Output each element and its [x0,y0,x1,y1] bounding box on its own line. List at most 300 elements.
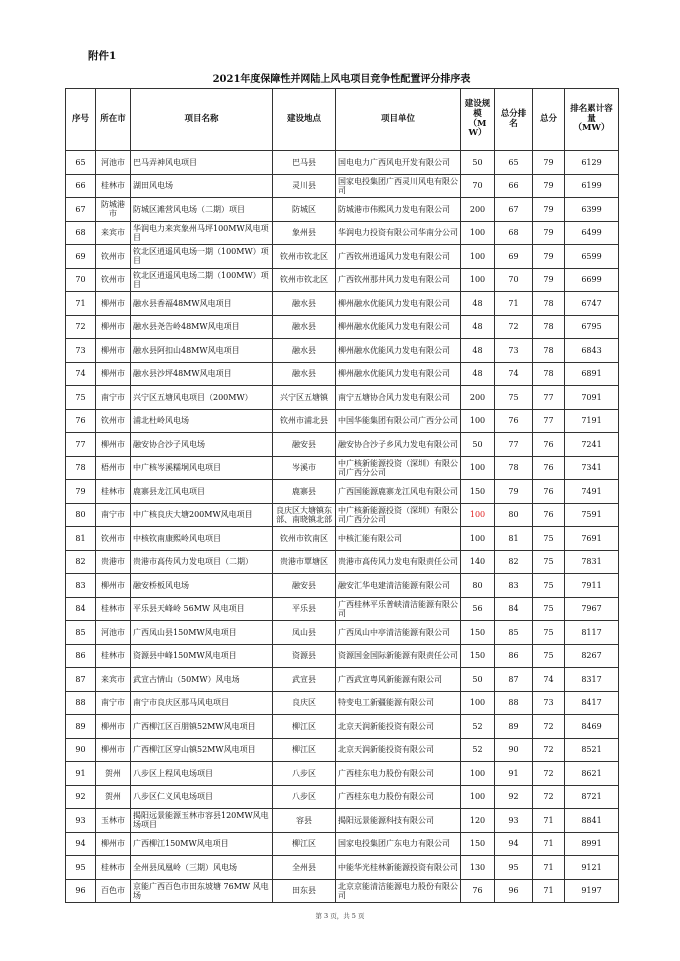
cell-city: 柳州市 [96,738,131,762]
cell-company: 广西桂林平乐普峡清洁能源有限公司 [336,597,461,621]
table-row [66,221,619,245]
cell-company: 柳州融水优能风力发电有限公司 [336,315,461,339]
cell-project: 防城区滩营风电场（二期）项目 [131,198,273,222]
cell-score: 73 [533,691,565,715]
table-row [66,621,619,645]
cell-city: 南宁市 [96,691,131,715]
header-seq: 序号 [66,89,96,151]
cell-company: 中核汇能有限公司 [336,527,461,551]
cell-seq: 91 [66,762,96,786]
cell-location: 钦州市钦南区 [273,527,336,551]
cell-location: 柳江区 [273,738,336,762]
cell-score: 79 [533,151,565,175]
cell-rank: 86 [495,644,533,668]
cell-location: 融安县 [273,433,336,457]
cell-company: 广西桂东电力股份有限公司 [336,762,461,786]
cell-company: 融安协合沙子乡风力发电有限公司 [336,433,461,457]
cell-project: 中广核岑溪糯垌风电项目 [131,456,273,480]
cell-city: 防城港市 [96,198,131,222]
cell-seq: 70 [66,268,96,292]
cell-scale: 100 [461,527,495,551]
cell-rank: 76 [495,409,533,433]
cell-location: 融水县 [273,339,336,363]
cell-score: 77 [533,409,565,433]
cell-city: 柳州市 [96,315,131,339]
cell-scale: 140 [461,550,495,574]
cell-company: 广西国能源鹿寨龙江风电有限公司 [336,480,461,504]
cell-rank: 95 [495,856,533,880]
header-company: 项目单位 [336,89,461,151]
cell-score: 77 [533,386,565,410]
table-row [66,550,619,574]
table-row [66,151,619,175]
cell-rank: 77 [495,433,533,457]
cell-location: 田东县 [273,879,336,903]
cell-location: 资源县 [273,644,336,668]
cell-rank: 68 [495,221,533,245]
table-row [66,715,619,739]
cell-scale: 100 [461,503,495,527]
cell-scale: 52 [461,715,495,739]
cell-company: 广西钦州逍遥风力发电有限公司 [336,245,461,269]
cell-scale: 50 [461,151,495,175]
cell-location: 柳江区 [273,715,336,739]
cell-score: 71 [533,879,565,903]
cell-seq: 80 [66,503,96,527]
cell-city: 河池市 [96,621,131,645]
cell-rank: 74 [495,362,533,386]
cell-city: 柳州市 [96,832,131,856]
cell-location: 防城区 [273,198,336,222]
cell-location: 八步区 [273,762,336,786]
cell-cumulative: 6795 [565,315,619,339]
table-row [66,339,619,363]
cell-city: 梧州市 [96,456,131,480]
cell-scale: 48 [461,339,495,363]
header-cumulative: 排名累计容量 （MW） [565,89,619,151]
cell-project: 中核钦南康熙岭风电项目 [131,527,273,551]
table-body [66,151,619,903]
cell-cumulative: 8621 [565,762,619,786]
cell-score: 71 [533,809,565,833]
cell-scale: 50 [461,668,495,692]
cell-score: 79 [533,268,565,292]
cell-scale: 100 [461,762,495,786]
cell-cumulative: 8721 [565,785,619,809]
cell-score: 79 [533,221,565,245]
cell-scale: 150 [461,832,495,856]
cell-project: 融水县尧告岭48MW风电项目 [131,315,273,339]
cell-location: 岑溪市 [273,456,336,480]
cell-company: 北京天润新能投资有限公司 [336,738,461,762]
cell-cumulative: 6843 [565,339,619,363]
table-row [66,856,619,880]
cell-city: 钦州市 [96,527,131,551]
cell-cumulative: 7691 [565,527,619,551]
table-row [66,668,619,692]
table-row [66,268,619,292]
cell-rank: 65 [495,151,533,175]
table-row [66,409,619,433]
cell-project: 浦北杜岭风电场 [131,409,273,433]
cell-seq: 93 [66,809,96,833]
cell-city: 桂林市 [96,597,131,621]
cell-city: 贺州 [96,762,131,786]
table-row [66,597,619,621]
cell-seq: 67 [66,198,96,222]
table-row [66,174,619,198]
cell-seq: 73 [66,339,96,363]
cell-seq: 81 [66,527,96,551]
cell-city: 南宁市 [96,503,131,527]
header-score: 总分 [533,89,565,151]
cell-cumulative: 6129 [565,151,619,175]
cell-location: 柳江区 [273,832,336,856]
cell-rank: 93 [495,809,533,833]
cell-scale: 48 [461,362,495,386]
cell-project: 八步区仁义风电场项目 [131,785,273,809]
cell-score: 72 [533,738,565,762]
table-row [66,738,619,762]
cell-scale: 200 [461,198,495,222]
cell-rank: 72 [495,315,533,339]
table-row [66,503,619,527]
cell-location: 钦州市浦北县 [273,409,336,433]
cell-seq: 94 [66,832,96,856]
cell-seq: 78 [66,456,96,480]
cell-rank: 96 [495,879,533,903]
cell-cumulative: 7911 [565,574,619,598]
cell-project: 广西柳江区百朋镇52MW风电项目 [131,715,273,739]
cell-score: 76 [533,480,565,504]
cell-city: 贺州 [96,785,131,809]
cell-rank: 89 [495,715,533,739]
cell-city: 柳州市 [96,574,131,598]
cell-location: 巴马县 [273,151,336,175]
header-project: 项目名称 [131,89,273,151]
cell-cumulative: 8267 [565,644,619,668]
cell-cumulative: 7241 [565,433,619,457]
cell-company: 柳州融水优能风力发电有限公司 [336,339,461,363]
cell-company: 特变电工新疆能源有限公司 [336,691,461,715]
cell-cumulative: 8991 [565,832,619,856]
cell-company: 柳州融水优能风力发电有限公司 [336,362,461,386]
cell-city: 柳州市 [96,433,131,457]
table-row [66,527,619,551]
cell-scale: 70 [461,174,495,198]
cell-company: 广西桂东电力股份有限公司 [336,785,461,809]
cell-cumulative: 8417 [565,691,619,715]
cell-city: 柳州市 [96,292,131,316]
cell-seq: 84 [66,597,96,621]
cell-company: 北京京能清洁能源电力股份有限公司 [336,879,461,903]
cell-score: 75 [533,550,565,574]
table-row [66,574,619,598]
cell-city: 桂林市 [96,856,131,880]
cell-company: 北京天润新能投资有限公司 [336,715,461,739]
cell-cumulative: 6399 [565,198,619,222]
cell-seq: 83 [66,574,96,598]
cell-location: 武宣县 [273,668,336,692]
cell-company: 资源国金国际新能源有限责任公司 [336,644,461,668]
cell-cumulative: 9121 [565,856,619,880]
cell-rank: 84 [495,597,533,621]
cell-score: 75 [533,574,565,598]
cell-seq: 66 [66,174,96,198]
cell-score: 76 [533,456,565,480]
cell-rank: 78 [495,456,533,480]
header-city: 所在市 [96,89,131,151]
cell-rank: 73 [495,339,533,363]
cell-company: 华润电力投资有限公司华南分公司 [336,221,461,245]
cell-scale: 50 [461,433,495,457]
cell-project: 资源县中峰150MW风电项目 [131,644,273,668]
cell-score: 72 [533,715,565,739]
cell-cumulative: 7967 [565,597,619,621]
table-row [66,809,619,833]
cell-project: 广西柳江150MW风电项目 [131,832,273,856]
cell-rank: 69 [495,245,533,269]
cell-cumulative: 7191 [565,409,619,433]
cell-score: 75 [533,644,565,668]
cell-rank: 79 [495,480,533,504]
cell-rank: 92 [495,785,533,809]
cell-cumulative: 6891 [565,362,619,386]
cell-scale: 150 [461,644,495,668]
cell-score: 78 [533,362,565,386]
cell-cumulative: 8117 [565,621,619,645]
cell-seq: 68 [66,221,96,245]
cell-company: 中广核新能源投资（深圳）有限公司广西分公司 [336,503,461,527]
cell-rank: 88 [495,691,533,715]
cell-project: 八步区上程风电场项目 [131,762,273,786]
cell-score: 79 [533,198,565,222]
cell-seq: 76 [66,409,96,433]
cell-scale: 150 [461,480,495,504]
cell-city: 来宾市 [96,668,131,692]
cell-seq: 71 [66,292,96,316]
cell-city: 桂林市 [96,480,131,504]
cell-project: 京能广西百色市田东坡塘 76MW 风电场 [131,879,273,903]
cell-seq: 82 [66,550,96,574]
cell-cumulative: 8841 [565,809,619,833]
table-row [66,762,619,786]
cell-scale: 80 [461,574,495,598]
cell-score: 78 [533,292,565,316]
cell-score: 78 [533,315,565,339]
table-row [66,832,619,856]
cell-score: 74 [533,668,565,692]
cell-score: 75 [533,527,565,551]
cell-location: 容县 [273,809,336,833]
cell-scale: 48 [461,292,495,316]
header-location: 建设地点 [273,89,336,151]
cell-cumulative: 8317 [565,668,619,692]
cell-project: 湖田风电场 [131,174,273,198]
cell-project: 广西柳江区穿山镇52MW风电项目 [131,738,273,762]
cell-project: 平乐县天峰岭 56MW 风电项目 [131,597,273,621]
cell-seq: 95 [66,856,96,880]
cell-project: 中广核良庆大塘200MW风电项目 [131,503,273,527]
cell-city: 桂林市 [96,174,131,198]
cell-seq: 87 [66,668,96,692]
cell-rank: 67 [495,198,533,222]
cell-location: 象州县 [273,221,336,245]
cell-scale: 100 [461,785,495,809]
cell-cumulative: 6599 [565,245,619,269]
table-row [66,879,619,903]
cell-seq: 89 [66,715,96,739]
cell-city: 桂林市 [96,644,131,668]
cell-seq: 90 [66,738,96,762]
cell-company: 中能华光桂林新能源投资有限公司 [336,856,461,880]
cell-project: 南宁市良庆区那马风电项目 [131,691,273,715]
cell-project: 华润电力来宾象州马坪100MW风电项目 [131,221,273,245]
cell-rank: 94 [495,832,533,856]
table-row [66,785,619,809]
cell-scale: 100 [461,268,495,292]
cell-project: 揭阳远景能源玉林市容县120MW风电场项目 [131,809,273,833]
cell-project: 武宣古情山（50MW）风电场 [131,668,273,692]
cell-location: 灵川县 [273,174,336,198]
cell-scale: 100 [461,409,495,433]
cell-seq: 69 [66,245,96,269]
cell-rank: 80 [495,503,533,527]
cell-company: 中广核新能源投资（深圳）有限公司广西分公司 [336,456,461,480]
cell-score: 76 [533,503,565,527]
cell-scale: 120 [461,809,495,833]
table-row [66,362,619,386]
cell-cumulative: 7591 [565,503,619,527]
cell-rank: 91 [495,762,533,786]
cell-cumulative: 6699 [565,268,619,292]
cell-location: 融水县 [273,362,336,386]
cell-project: 全州县凤凰岭（三期）风电场 [131,856,273,880]
cell-score: 71 [533,856,565,880]
table-row [66,292,619,316]
cell-company: 广西凤山中亭清洁能源有限公司 [336,621,461,645]
cell-scale: 52 [461,738,495,762]
cell-company: 柳州融水优能风力发电有限公司 [336,292,461,316]
cell-cumulative: 8521 [565,738,619,762]
cell-seq: 65 [66,151,96,175]
cell-city: 柳州市 [96,715,131,739]
cell-cumulative: 6199 [565,174,619,198]
cell-project: 融安协合沙子风电场 [131,433,273,457]
cell-scale: 76 [461,879,495,903]
cell-seq: 92 [66,785,96,809]
cell-seq: 79 [66,480,96,504]
cell-city: 柳州市 [96,339,131,363]
cell-scale: 56 [461,597,495,621]
cell-rank: 83 [495,574,533,598]
cell-company: 揭阳远景能源科技有限公司 [336,809,461,833]
cell-location: 融安县 [273,574,336,598]
cell-city: 贵港市 [96,550,131,574]
cell-scale: 200 [461,386,495,410]
cell-location: 兴宁区五塘镇 [273,386,336,410]
cell-cumulative: 6499 [565,221,619,245]
cell-rank: 70 [495,268,533,292]
cell-rank: 81 [495,527,533,551]
cell-score: 71 [533,832,565,856]
table-row [66,480,619,504]
cell-city: 钦州市 [96,268,131,292]
cell-score: 72 [533,785,565,809]
cell-cumulative: 7341 [565,456,619,480]
cell-city: 柳州市 [96,362,131,386]
cell-company: 中国华能集团有限公司广西分公司 [336,409,461,433]
table-row [66,198,619,222]
cell-score: 79 [533,174,565,198]
cell-cumulative: 6747 [565,292,619,316]
table-header [66,89,619,151]
table-row [66,644,619,668]
cell-company: 融安汇华电建清洁能源有限公司 [336,574,461,598]
cell-scale: 130 [461,856,495,880]
cell-location: 融水县 [273,292,336,316]
cell-scale: 150 [461,621,495,645]
cell-score: 78 [533,339,565,363]
cell-rank: 75 [495,386,533,410]
cell-scale: 100 [461,691,495,715]
cell-company: 广西武宣粤风新能源有限公司 [336,668,461,692]
cell-project: 鹿寨县龙江风电项目 [131,480,273,504]
cell-project: 广西凤山县150MW风电项目 [131,621,273,645]
cell-location: 钦州市钦北区 [273,245,336,269]
cell-company: 防城港市伟熙风力发电有限公司 [336,198,461,222]
cell-location: 凤山县 [273,621,336,645]
cell-city: 钦州市 [96,245,131,269]
cell-cumulative: 7831 [565,550,619,574]
cell-project: 融水县香福48MW风电项目 [131,292,273,316]
table-row [66,386,619,410]
cell-project: 贵港市高传风力发电项目（二期） [131,550,273,574]
attachment-label: 附件1 [88,50,117,62]
cell-location: 全州县 [273,856,336,880]
cell-rank: 71 [495,292,533,316]
cell-score: 79 [533,245,565,269]
cell-rank: 90 [495,738,533,762]
cell-seq: 96 [66,879,96,903]
cell-cumulative: 8469 [565,715,619,739]
cell-seq: 72 [66,315,96,339]
cell-location: 贵港市覃塘区 [273,550,336,574]
cell-company: 贵港市高传风力发电有限责任公司 [336,550,461,574]
cell-seq: 77 [66,433,96,457]
table-row [66,456,619,480]
cell-city: 玉林市 [96,809,131,833]
cell-city: 河池市 [96,151,131,175]
cell-location: 融水县 [273,315,336,339]
cell-rank: 66 [495,174,533,198]
cell-cumulative: 7091 [565,386,619,410]
cell-scale: 100 [461,456,495,480]
cell-company: 国家电投集团广东电力有限公司 [336,832,461,856]
cell-cumulative: 9197 [565,879,619,903]
table-row [66,691,619,715]
cell-score: 72 [533,762,565,786]
header-scale: 建设规模 （MW） [461,89,495,151]
cell-location: 八步区 [273,785,336,809]
header-row [66,89,619,151]
cell-rank: 85 [495,621,533,645]
cell-seq: 75 [66,386,96,410]
page-footer: 第 3 页，共 5 页 [315,912,365,920]
cell-city: 来宾市 [96,221,131,245]
ranking-table [65,88,619,903]
cell-company: 南宁五塘协合风力发电有限公司 [336,386,461,410]
